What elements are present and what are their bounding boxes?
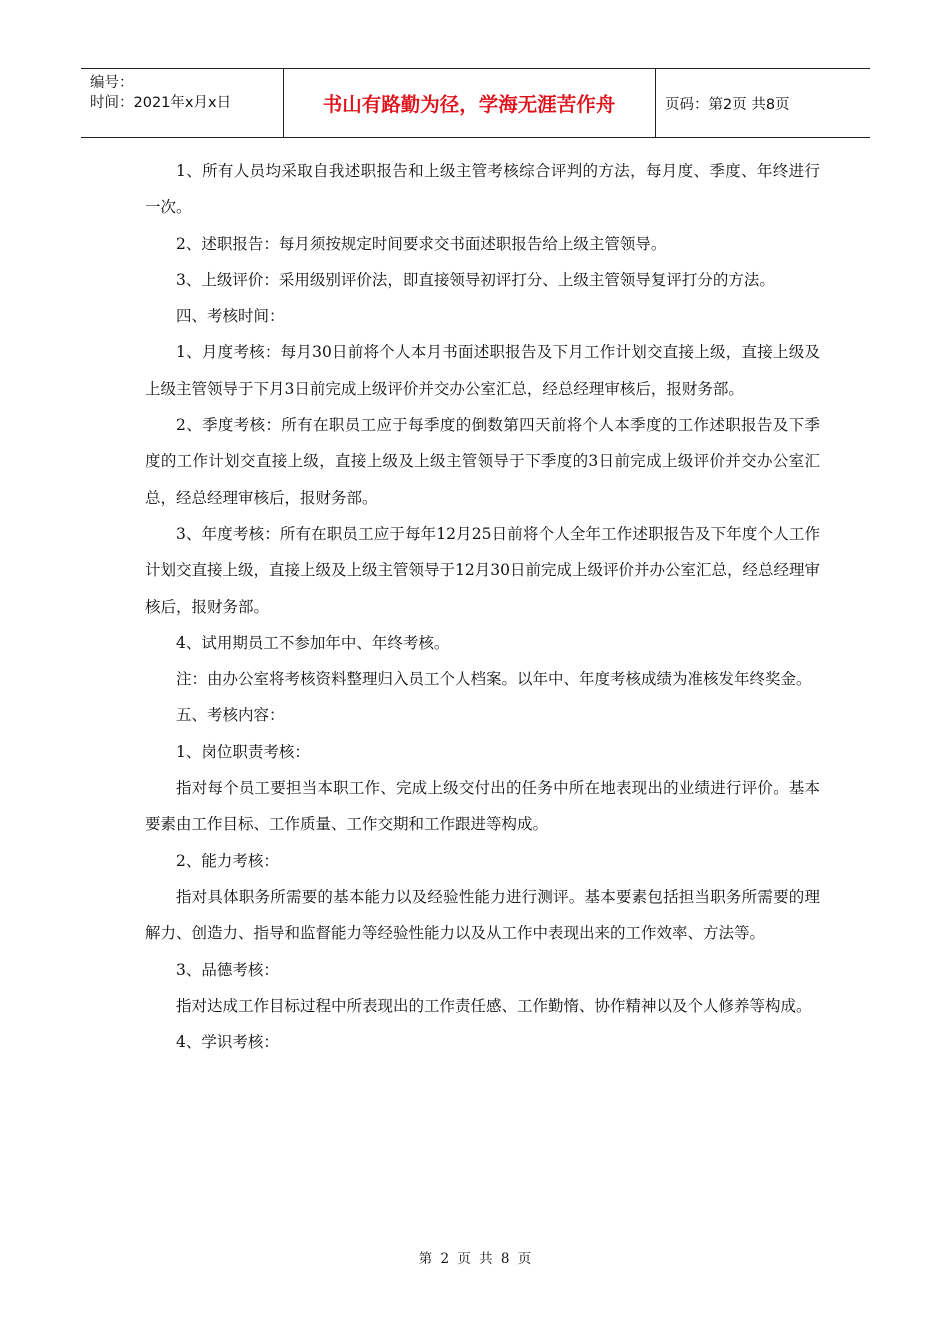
subheading: 3、品德考核： xyxy=(176,960,279,979)
paragraph: 3、上级评价：采用级别评价法，即直接领导初评打分、上级主管领导复评打分的方法。 xyxy=(176,270,775,289)
paragraph: 3、年度考核：所有在职员工应于每年12月25日前将个人全年工作述职报告及下年度个人工作计划交直接上级，直接上级及上级主管领导于12月30日前完成上级评价并办公室汇总，经总经理审核后，报财务部。 xyxy=(145,524,820,616)
subheading: 2、能力考核： xyxy=(176,851,279,870)
section-heading: 四、考核时间： xyxy=(176,307,285,326)
header-page-code: 页码：第2页 共8页 xyxy=(665,96,790,113)
header-divider xyxy=(655,69,656,137)
header-motto: 书山有路勤为径，学海无涯苦作舟 xyxy=(322,93,616,116)
paragraph: 指对具体职务所需要的基本能力以及经验性能力进行测评。基本要素包括担当职务所需要的理解力、创造力、指导和监督能力等经验性能力以及从工作中表现出来的工作效率、方法等。 xyxy=(145,887,820,943)
section-heading: 五、考核内容： xyxy=(176,706,285,725)
subheading: 1、岗位职责考核： xyxy=(176,742,310,761)
paragraph: 4、试用期员工不参加年中、年终考核。 xyxy=(176,633,450,652)
paragraph: 指对达成工作目标过程中所表现出的工作责任感、工作勤惰、协作精神以及个人修养等构成。 xyxy=(176,996,812,1015)
page-header xyxy=(81,68,870,138)
paragraph: 指对每个员工要担当本职工作、完成上级交付出的任务中所在地表现出的业绩进行评价。基本要素由工作目标、工作质量、工作交期和工作跟进等构成。 xyxy=(145,779,820,834)
paragraph: 2、述职报告：每月须按规定时间要求交书面述职报告给上级主管领导。 xyxy=(176,234,667,253)
paragraph: 2、季度考核：所有在职员工应于每季度的倒数第四天前将个人本季度的工作述职报告及下季度的工作计划交直接上级，直接上级及上级主管领导于下季度的3日前完成上级评价并交办公室汇总，经总经理审核后，报财务部。 xyxy=(145,416,820,507)
document-body xyxy=(145,153,820,1060)
page-footer: 第 2 页 共 8 页 xyxy=(418,1251,532,1267)
paragraph: 1、月度考核：每月30日前将个人本月书面述职报告及下月工作计划交直接上级，直接上级及上级主管领导于下月3日前完成上级评价并交办公室汇总，经总经理审核后，报财务部。 xyxy=(145,343,820,398)
document-date: 时间：2021年x月x日 xyxy=(90,95,232,111)
note-paragraph: 注：由办公室将考核资料整理归入员工个人档案。以年中、年度考核成绩为准核发年终奖金。 xyxy=(176,670,812,689)
paragraph: 1、所有人员均采取自我述职报告和上级主管考核综合评判的方法，每月度、季度、年终进行一次。 xyxy=(145,162,820,217)
document-number-label: 编号： xyxy=(90,75,134,91)
subheading: 4、学识考核： xyxy=(176,1033,279,1052)
header-meta xyxy=(90,73,231,113)
